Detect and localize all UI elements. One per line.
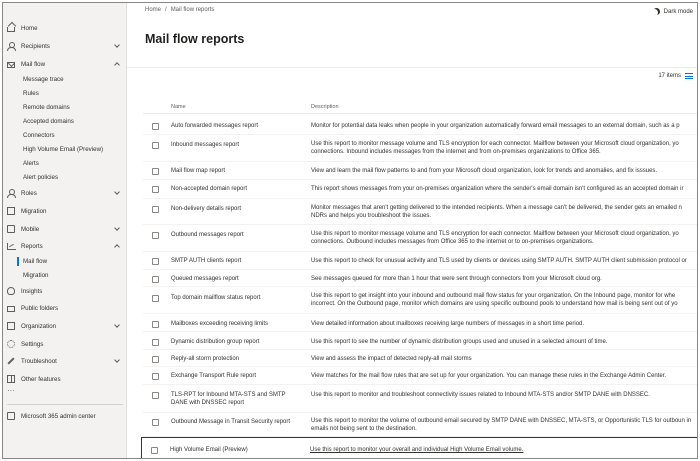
table-row[interactable] xyxy=(141,437,698,459)
sidebar-item-label: Insights xyxy=(21,287,43,295)
row-checkbox[interactable] xyxy=(152,356,159,363)
sidebar-item-label: Mail flow xyxy=(21,60,46,68)
page-title: Mail flow reports xyxy=(145,32,245,46)
chevron-down-icon xyxy=(114,225,120,231)
sidebar-item-label: Troubleshoot xyxy=(21,357,57,365)
table-row[interactable] xyxy=(143,199,698,225)
sidebar-item-label: Public folders xyxy=(21,304,59,312)
report-description: Use this report to monitor message volume and TLS encryption for each connector. Mailflow between your Microsoft cloud organization, yo connections. Outbound includes messages from Office 365 to the internet or to on-premises organizations. xyxy=(311,231,679,245)
report-description: Monitor for potential data leaks when people in your organization automatically forward email messages to an external domain, such as a p xyxy=(311,123,680,129)
sidebar-subitem-mail-flow[interactable] xyxy=(3,255,127,268)
sidebar-item-public-folders[interactable] xyxy=(3,301,127,315)
report-name[interactable]: Auto forwarded messages report xyxy=(171,123,259,129)
report-description: Use this report to get insight into your inbound and outbound mail flow status for your organization. On the Inbound page, monitor for whe incorrect. On the Outbound page, monitor which domains are using specific outbound pools to understand how mail is being sent out of yo xyxy=(311,293,678,307)
sidebar-subitem-label: Connectors xyxy=(23,132,55,139)
table-row[interactable] xyxy=(143,116,698,135)
report-name[interactable]: Non-delivery details report xyxy=(171,206,242,212)
sidebar-item-troubleshoot[interactable] xyxy=(3,354,127,368)
sidebar-subitem-remote-domains[interactable] xyxy=(3,101,127,114)
report-description: Use this report to check for unusual activity and TLS used by clients or devices using SMTP AUTH. SMTP AUTH client submission protocol or xyxy=(311,258,687,264)
sidebar-subitem-label: Alert policies xyxy=(23,174,59,181)
wrench-icon xyxy=(7,357,15,365)
sidebar-item-roles[interactable] xyxy=(3,186,127,200)
row-checkbox[interactable] xyxy=(152,339,159,346)
report-name[interactable]: Outbound messages report xyxy=(171,232,244,238)
sidebar-item-settings[interactable] xyxy=(3,337,127,351)
sidebar-subitem-label: High Volume Email (Preview) xyxy=(23,146,104,153)
breadcrumb-current: Mail flow reports xyxy=(170,7,215,13)
row-checkbox[interactable] xyxy=(152,276,159,283)
row-checkbox[interactable] xyxy=(151,447,158,454)
table-row[interactable] xyxy=(143,413,698,437)
chevron-down-icon xyxy=(114,322,120,328)
report-name[interactable]: High Volume Email (Preview) xyxy=(170,447,248,453)
report-name[interactable]: Mailboxes exceeding receiving limits xyxy=(171,321,269,327)
report-description: View and learn the mail flow patterns to and from your Microsoft cloud organization, look for trends and anomalies, and fix isssues. xyxy=(311,168,658,174)
sidebar xyxy=(3,3,127,459)
sidebar-item-label: Home xyxy=(21,24,38,32)
report-description: View and assess the impact of detected reply-all mail storms xyxy=(311,356,472,362)
sidebar-item-label: Recipients xyxy=(21,42,50,50)
report-name[interactable]: Inbound messages report xyxy=(171,142,240,148)
report-name[interactable]: Queued messages report xyxy=(171,276,239,282)
list-view-icon[interactable] xyxy=(685,73,693,79)
item-count-label: 17 items xyxy=(658,73,681,79)
moon-icon xyxy=(653,8,660,15)
table-row[interactable] xyxy=(143,252,698,270)
bulb-icon xyxy=(7,287,15,295)
sidebar-more-button[interactable] xyxy=(3,387,127,401)
sidebar-item-home[interactable] xyxy=(3,21,127,35)
sidebar-subitem-label: Mail flow xyxy=(23,258,48,265)
migration-icon xyxy=(7,207,15,215)
sidebar-item-label: Settings xyxy=(21,340,44,348)
row-checkbox[interactable] xyxy=(152,142,159,149)
chart-icon xyxy=(7,242,15,250)
dark-mode-label: Dark mode xyxy=(663,8,693,15)
report-name[interactable]: SMTP AUTH clients report xyxy=(171,258,242,264)
row-checkbox[interactable] xyxy=(152,206,159,213)
chevron-up-icon xyxy=(114,244,120,250)
table-row[interactable] xyxy=(143,314,698,332)
table-row[interactable] xyxy=(143,162,698,180)
report-description: This report shows messages from your on-premises organization where the sender's email domain isn't configured as an accepted domain ir xyxy=(311,186,684,192)
header-row-divider xyxy=(143,113,698,114)
sidebar-item-label: Microsoft 365 admin center xyxy=(21,412,96,420)
row-checkbox[interactable] xyxy=(152,392,159,399)
table-row[interactable] xyxy=(143,180,698,199)
ellipsis-icon xyxy=(7,390,15,398)
folder-icon xyxy=(7,306,15,312)
roles-icon xyxy=(7,189,15,197)
report-description: Use this report to monitor and troubleshoot connectivity issues related to Inbound MTA-STS and/or SMTP DANE with DNSSEC. xyxy=(311,392,650,398)
sidebar-subitem-label: Message trace xyxy=(23,76,64,83)
sidebar-subitem-accepted-domains[interactable] xyxy=(3,115,127,128)
sidebar-item-other-features[interactable] xyxy=(3,372,127,386)
main-content xyxy=(127,3,698,459)
sidebar-subitem-high-volume-email[interactable] xyxy=(3,143,127,156)
report-name[interactable]: Mail flow map report xyxy=(171,168,226,174)
sidebar-subitem-label: Remote domains xyxy=(23,104,70,111)
report-description: Use this report to monitor the volume of outbound email secured by SMTP DANE with DNSSEC, MTA-STS, or Opportunistic TLS for outboun in emails not being sent to the destination. xyxy=(311,418,692,432)
row-checkbox[interactable] xyxy=(152,419,159,426)
chevron-down-icon xyxy=(114,42,120,48)
sidebar-item-label: Migration xyxy=(21,207,47,215)
sidebar-subitem-connectors[interactable] xyxy=(3,129,127,142)
sidebar-item-mail-flow[interactable] xyxy=(3,57,127,71)
person-icon xyxy=(7,42,15,50)
row-checkbox[interactable] xyxy=(152,295,159,302)
breadcrumb-separator: / xyxy=(165,7,167,13)
table-row[interactable] xyxy=(143,332,698,350)
sidebar-subitem-label: Accepted domains xyxy=(23,118,74,125)
table-row[interactable] xyxy=(143,367,698,385)
row-checkbox[interactable] xyxy=(152,258,159,265)
report-name[interactable]: Dynamic distribution group report xyxy=(171,339,260,345)
row-checkbox[interactable] xyxy=(152,186,159,193)
sidebar-divider xyxy=(7,404,123,405)
item-count xyxy=(658,73,693,79)
table-row[interactable] xyxy=(143,385,698,413)
sidebar-subitem-label: Alerts xyxy=(23,160,39,167)
table-row[interactable] xyxy=(143,287,698,314)
column-header-name[interactable]: Name xyxy=(171,104,186,110)
report-name[interactable]: TLS-RPT for Inbound MTA-STS and SMTP DANE with DNSSEC report xyxy=(171,392,286,406)
org-icon xyxy=(7,322,15,330)
breadcrumb xyxy=(145,7,214,13)
sidebar-subitem-migration[interactable] xyxy=(3,269,127,282)
report-description: Monitor messages that aren't getting delivered to the intended recipients. When a message can't be delivered, the sender gets an emailed n NDRs and helps you troubleshoot the issues. xyxy=(311,205,682,219)
table-row[interactable] xyxy=(143,350,698,367)
report-description: View detailed information about mailboxes receiving large numbers of messages in a short time period. xyxy=(311,321,585,327)
report-name[interactable]: Top domain mailflow status report xyxy=(171,295,261,301)
chevron-up-icon xyxy=(114,62,120,68)
sidebar-subitem-alerts[interactable] xyxy=(3,157,127,170)
table-row[interactable] xyxy=(143,135,698,162)
sidebar-item-organization[interactable] xyxy=(3,319,127,333)
sidebar-subitem-label: Migration xyxy=(23,272,49,279)
sidebar-item-label: Other features xyxy=(21,375,61,383)
header-divider xyxy=(127,67,698,68)
sidebar-item-migration[interactable] xyxy=(3,204,127,218)
row-checkbox[interactable] xyxy=(152,321,159,328)
report-description: Use this report to see the number of dynamic distribution groups used and unused in a selected amount of time. xyxy=(311,339,608,345)
report-description: Use this report to monitor your overall and individual High Volume Email volume. xyxy=(310,447,524,453)
report-description: View matches for the mail flow rules that are set up for your organization. You can manage these rules in the Exchange Admin Center. xyxy=(311,373,667,379)
sidebar-item-admin-center[interactable] xyxy=(3,409,127,423)
row-checkbox[interactable] xyxy=(152,373,159,380)
report-name[interactable]: Reply-all storm protection xyxy=(171,356,240,362)
table-row[interactable] xyxy=(143,225,698,252)
report-description: See messages queued for more than 1 hour that were sent through connectors from your Microsoft cloud org. xyxy=(311,276,602,282)
column-header-description[interactable]: Description xyxy=(311,104,339,110)
grid-icon xyxy=(7,375,15,383)
chevron-down-icon xyxy=(114,189,120,195)
row-checkbox[interactable] xyxy=(152,232,159,239)
app-frame xyxy=(2,2,698,459)
sidebar-subitem-rules[interactable] xyxy=(3,87,127,100)
sidebar-subitem-message-trace[interactable] xyxy=(3,73,127,86)
row-checkbox[interactable] xyxy=(152,168,159,175)
report-description: Use this report to monitor message volume and TLS encryption for each connector. Mailflow between your Microsoft cloud organization, yo connections. Inbound includes messages from the internet and from on-premises organizations to Office 365. xyxy=(311,141,679,155)
sidebar-item-label: Mobile xyxy=(21,225,40,233)
sidebar-item-reports[interactable] xyxy=(3,239,127,253)
row-checkbox[interactable] xyxy=(152,123,159,130)
dark-mode-toggle[interactable] xyxy=(653,8,693,15)
breadcrumb-home[interactable]: Home xyxy=(145,7,162,13)
chevron-down-icon xyxy=(114,357,120,363)
report-name[interactable]: Exchange Transport Rule report xyxy=(171,373,257,379)
sidebar-item-label: Reports xyxy=(21,242,43,250)
sidebar-item-recipients[interactable] xyxy=(3,39,127,53)
sidebar-subitem-label: Rules xyxy=(23,90,39,97)
mail-icon xyxy=(7,62,15,68)
sidebar-item-label: Organization xyxy=(21,322,57,330)
sidebar-item-label: Roles xyxy=(21,189,37,197)
phone-icon xyxy=(7,225,15,233)
admin-center-icon xyxy=(7,412,15,420)
report-name[interactable]: Outbound Message in Transit Security report xyxy=(171,419,291,425)
sidebar-subitem-alert-policies[interactable] xyxy=(3,171,127,184)
sidebar-item-insights[interactable] xyxy=(3,284,127,298)
table-row[interactable] xyxy=(143,270,698,287)
report-name[interactable]: Non-accepted domain report xyxy=(171,186,248,192)
gear-icon xyxy=(7,340,15,348)
home-icon xyxy=(7,27,15,32)
sidebar-item-mobile[interactable] xyxy=(3,222,127,236)
